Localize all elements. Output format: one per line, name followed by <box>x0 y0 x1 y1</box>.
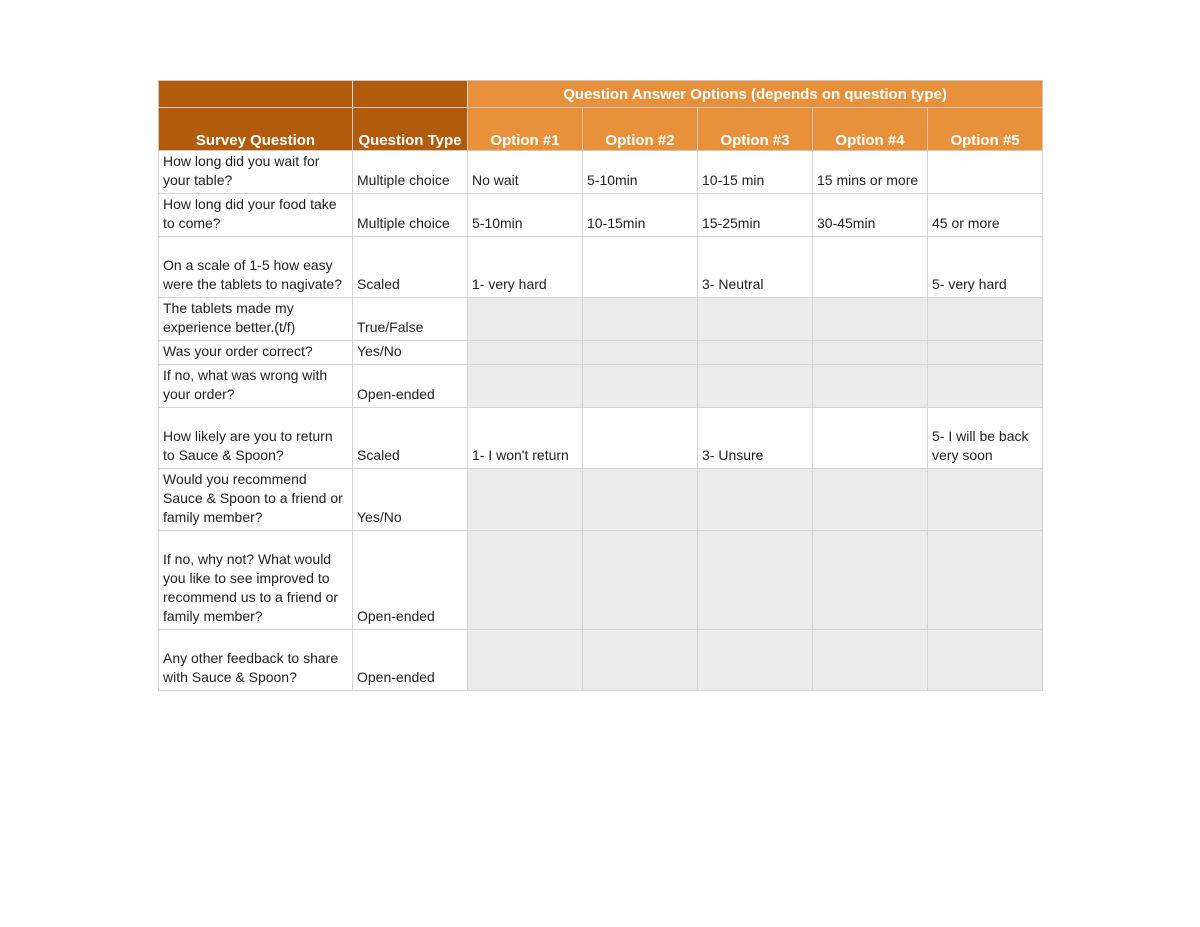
option-cell[interactable] <box>698 365 813 408</box>
survey-question-cell[interactable]: On a scale of 1-5 how easy were the tablets to nagivate? <box>159 237 353 298</box>
survey-question-cell[interactable]: If no, what was wrong with your order? <box>159 365 353 408</box>
survey-question-cell[interactable]: If no, why not? What would you like to see improved to recommend us to a friend or family member? <box>159 531 353 630</box>
option-cell[interactable]: No wait <box>468 151 583 194</box>
header-option-1: Option #1 <box>468 108 583 151</box>
question-type-cell[interactable]: Yes/No <box>353 469 468 531</box>
table-row <box>159 469 1043 531</box>
header-option-3: Option #3 <box>698 108 813 151</box>
option-cell[interactable]: 10-15 min <box>698 151 813 194</box>
option-cell[interactable] <box>468 365 583 408</box>
option-cell[interactable] <box>698 630 813 691</box>
option-cell[interactable] <box>813 341 928 365</box>
header-survey-question-top <box>159 81 353 108</box>
option-cell[interactable]: 3- Neutral <box>698 237 813 298</box>
table-row <box>159 194 1043 237</box>
question-type-cell[interactable]: Open-ended <box>353 365 468 408</box>
question-type-cell[interactable]: Scaled <box>353 408 468 469</box>
option-cell[interactable]: 15-25min <box>698 194 813 237</box>
option-cell[interactable] <box>928 341 1043 365</box>
option-cell[interactable] <box>813 298 928 341</box>
option-cell[interactable]: 5-10min <box>468 194 583 237</box>
header-option-5: Option #5 <box>928 108 1043 151</box>
option-cell[interactable] <box>928 365 1043 408</box>
table-row <box>159 341 1043 365</box>
option-cell[interactable] <box>583 237 698 298</box>
option-cell[interactable] <box>698 298 813 341</box>
survey-question-cell[interactable]: How long did your food take to come? <box>159 194 353 237</box>
option-cell[interactable] <box>468 469 583 531</box>
survey-sheet <box>158 80 1043 691</box>
option-cell[interactable] <box>583 341 698 365</box>
question-type-cell[interactable]: True/False <box>353 298 468 341</box>
question-type-cell[interactable]: Open-ended <box>353 630 468 691</box>
option-cell[interactable]: 45 or more <box>928 194 1043 237</box>
survey-question-cell[interactable]: Would you recommend Sauce & Spoon to a friend or family member? <box>159 469 353 531</box>
option-cell[interactable] <box>813 630 928 691</box>
option-cell[interactable] <box>468 298 583 341</box>
header-row-bottom <box>159 108 1043 151</box>
table-row <box>159 531 1043 630</box>
question-type-cell[interactable]: Yes/No <box>353 341 468 365</box>
header-option-4: Option #4 <box>813 108 928 151</box>
option-cell[interactable]: 5- very hard <box>928 237 1043 298</box>
header-question-type-top <box>353 81 468 108</box>
header-survey-question: Survey Question <box>159 108 353 151</box>
option-cell[interactable] <box>583 531 698 630</box>
table-row <box>159 365 1043 408</box>
option-cell[interactable] <box>813 365 928 408</box>
option-cell[interactable] <box>928 298 1043 341</box>
question-type-cell[interactable]: Scaled <box>353 237 468 298</box>
table-row <box>159 408 1043 469</box>
option-cell[interactable]: 30-45min <box>813 194 928 237</box>
option-cell[interactable]: 5-10min <box>583 151 698 194</box>
option-cell[interactable] <box>468 531 583 630</box>
option-cell[interactable]: 5- I will be back very soon <box>928 408 1043 469</box>
option-cell[interactable] <box>928 151 1043 194</box>
survey-question-cell[interactable]: How long did you wait for your table? <box>159 151 353 194</box>
option-cell[interactable] <box>583 408 698 469</box>
option-cell[interactable] <box>468 341 583 365</box>
option-cell[interactable] <box>813 408 928 469</box>
option-cell[interactable] <box>583 469 698 531</box>
option-cell[interactable] <box>928 630 1043 691</box>
table-row <box>159 237 1043 298</box>
header-row-top <box>159 81 1043 108</box>
survey-question-cell[interactable]: Was your order correct? <box>159 341 353 365</box>
question-type-cell[interactable]: Multiple choice <box>353 151 468 194</box>
option-cell[interactable] <box>813 237 928 298</box>
question-type-cell[interactable]: Open-ended <box>353 531 468 630</box>
option-cell[interactable]: 1- I won't return <box>468 408 583 469</box>
option-cell[interactable] <box>813 469 928 531</box>
option-cell[interactable]: 15 mins or more <box>813 151 928 194</box>
option-cell[interactable] <box>583 365 698 408</box>
table-row <box>159 151 1043 194</box>
table-row <box>159 630 1043 691</box>
header-question-type: Question Type <box>353 108 468 151</box>
option-cell[interactable]: 1- very hard <box>468 237 583 298</box>
option-cell[interactable] <box>583 298 698 341</box>
question-type-cell[interactable]: Multiple choice <box>353 194 468 237</box>
header-answer-options-banner: Question Answer Options (depends on question type) <box>468 81 1043 108</box>
header-option-2: Option #2 <box>583 108 698 151</box>
option-cell[interactable] <box>583 630 698 691</box>
option-cell[interactable] <box>698 469 813 531</box>
option-cell[interactable] <box>468 630 583 691</box>
option-cell[interactable] <box>698 531 813 630</box>
survey-question-cell[interactable]: The tablets made my experience better.(t/f) <box>159 298 353 341</box>
option-cell[interactable] <box>813 531 928 630</box>
option-cell[interactable]: 3- Unsure <box>698 408 813 469</box>
survey-question-cell[interactable]: Any other feedback to share with Sauce & Spoon? <box>159 630 353 691</box>
option-cell[interactable]: 10-15min <box>583 194 698 237</box>
survey-question-cell[interactable]: How likely are you to return to Sauce & Spoon? <box>159 408 353 469</box>
option-cell[interactable] <box>928 531 1043 630</box>
table-row <box>159 298 1043 341</box>
option-cell[interactable] <box>698 341 813 365</box>
option-cell[interactable] <box>928 469 1043 531</box>
survey-table <box>158 80 1043 691</box>
